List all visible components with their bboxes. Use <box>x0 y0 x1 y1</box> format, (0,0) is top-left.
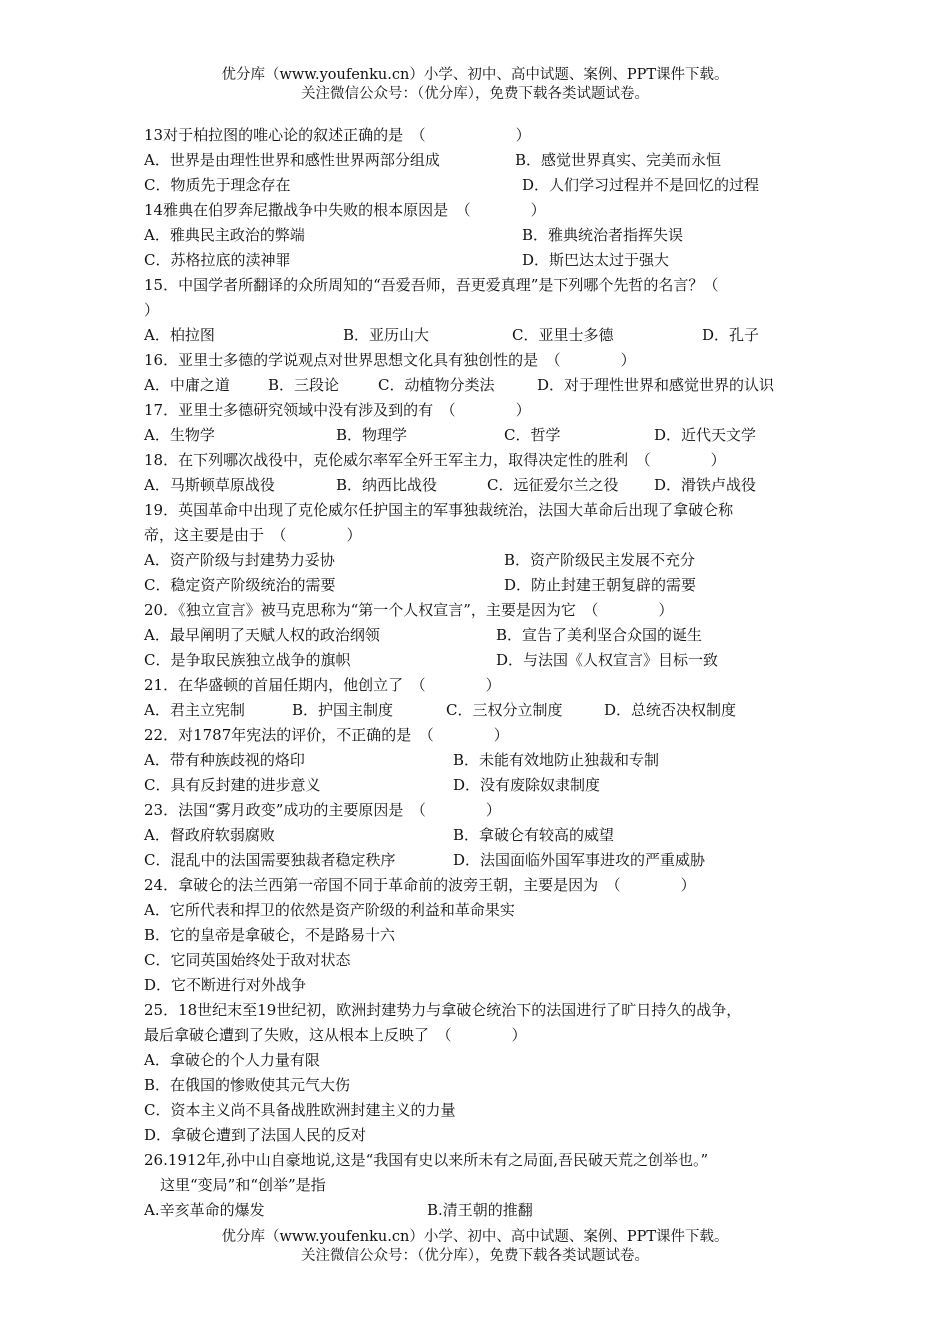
question-21-option-b: B．护国主制度 <box>292 701 394 719</box>
question-14-option-c: C．苏格拉底的渎神罪 <box>144 251 291 269</box>
question-17-option-b: B．物理学 <box>336 426 408 444</box>
question-15-stem-line-2 <box>144 298 824 323</box>
question-26-text-2: 这里“变局”和“创举”是指 <box>160 1176 326 1194</box>
question-20-options-row-1 <box>144 623 824 648</box>
question-16-stem <box>144 348 824 373</box>
question-16-option-a: A．中庸之道 <box>144 376 230 394</box>
question-26-option-a: A.辛亥革命的爆发 <box>144 1201 265 1219</box>
question-23-option-b: B．拿破仑有较高的威望 <box>453 826 615 844</box>
question-25-text-2: 最后拿破仑遭到了失败，这从根本上反映了 （ ） <box>144 1026 527 1044</box>
footer-line-1: 优分库（www.youfenku.cn）小学、初中、高中试题、案例、PPT课件下载。 <box>221 1229 729 1245</box>
question-13-options-row-1 <box>144 148 824 173</box>
question-14-options-row-1 <box>144 223 824 248</box>
question-21-option-a: A．君主立宪制 <box>144 701 245 719</box>
question-25-option-b: B．在俄国的惨败使其元气大伤 <box>144 1076 351 1094</box>
question-13-option-a: A．世界是由理性世界和感性世界两部分组成 <box>144 151 440 169</box>
question-15-option-a: A．柏拉图 <box>144 326 215 344</box>
question-19-options-row-2 <box>144 573 824 598</box>
question-19-options-row-1 <box>144 548 824 573</box>
question-22-option-b: B．未能有效地防止独裁和专制 <box>453 751 660 769</box>
page-footer <box>0 1228 950 1266</box>
question-16-options <box>144 373 824 398</box>
question-19-option-b: B．资产阶级民主发展不充分 <box>504 551 696 569</box>
question-21-option-d: D．总统否决权制度 <box>604 701 737 719</box>
question-19-option-a: A．资产阶级与封建势力妥协 <box>144 551 335 569</box>
question-19-stem-line-1 <box>144 498 824 523</box>
question-26-text-1: 26.1912年,孙中山自豪地说,这是“我国有史以来所未有之局面,吾民破天荒之创举也。” <box>144 1151 709 1169</box>
question-19-text-1: 19．英国革命中出现了克伦威尔任护国主的军事独裁统治，法国大革命后出现了拿破仑称 <box>144 501 734 519</box>
question-19-stem-line-2 <box>144 523 824 548</box>
question-15-text-2: ） <box>144 301 160 319</box>
question-13-text: 13对于柏拉图的唯心论的叙述正确的是 （ ） <box>144 126 531 144</box>
question-23-option-d: D．法国面临外国军事进攻的严重威胁 <box>453 851 706 869</box>
question-22-text: 22．对1787年宪法的评价，不正确的是 （ ） <box>144 726 509 744</box>
question-25-text-1: 25．18世纪末至19世纪初，欧洲封建势力与拿破仑统治下的法国进行了旷日持久的战争， <box>144 1001 742 1019</box>
page-header <box>0 66 950 104</box>
question-15-stem-line-1 <box>144 273 824 298</box>
question-16-option-b: B．三段论 <box>268 376 340 394</box>
question-14-option-b: B．雅典统治者指挥失误 <box>522 226 684 244</box>
question-18-text: 18．在下列哪次战役中，克伦威尔率军全歼王军主力，取得决定性的胜利 （ ） <box>144 451 726 469</box>
question-24-option-b: B．它的皇帝是拿破仑，不是路易十六 <box>144 926 396 944</box>
question-20-options-row-2 <box>144 648 824 673</box>
question-14-stem <box>144 198 824 223</box>
question-13-options-row-2 <box>144 173 824 198</box>
question-14-option-d: D．斯巴达太过于强大 <box>522 251 670 269</box>
question-26-option-b: B.清王朝的推翻 <box>427 1201 533 1219</box>
question-list <box>144 123 824 1223</box>
question-22-stem <box>144 723 824 748</box>
question-23-options-row-2 <box>144 848 824 873</box>
question-21-text: 21．在华盛顿的首届任期内，他创立了 （ ） <box>144 676 501 694</box>
question-18-option-d: D．滑铁卢战役 <box>654 476 757 494</box>
question-18-option-b: B．纳西比战役 <box>336 476 438 494</box>
question-13-option-c: C．物质先于理念存在 <box>144 176 291 194</box>
question-26-options <box>144 1198 824 1223</box>
question-23-option-a: A．督政府软弱腐败 <box>144 826 275 844</box>
question-22-option-c: C．具有反封建的进步意义 <box>144 776 321 794</box>
footer-line-2: 关注微信公众号：（优分库），免费下载各类试题试卷。 <box>301 1248 649 1264</box>
question-19-option-d: D．防止封建王朝复辟的需要 <box>504 576 697 594</box>
question-15-option-d: D．孔子 <box>702 326 760 344</box>
question-17-option-a: A．生物学 <box>144 426 215 444</box>
question-24-stem <box>144 873 824 898</box>
header-line-1: 优分库（www.youfenku.cn）小学、初中、高中试题、案例、PPT课件下载。 <box>221 67 729 83</box>
question-14-text: 14雅典在伯罗奔尼撒战争中失败的根本原因是 （ ） <box>144 201 546 219</box>
question-21-options <box>144 698 824 723</box>
question-17-options <box>144 423 824 448</box>
question-20-option-d: D．与法国《人权宣言》目标一致 <box>496 651 719 669</box>
question-24-option-d: D．它不断进行对外战争 <box>144 976 307 994</box>
question-22-option-a: A．带有种族歧视的烙印 <box>144 751 305 769</box>
question-23-stem <box>144 798 824 823</box>
question-18-stem <box>144 448 824 473</box>
question-15-option-c: C．亚里士多德 <box>512 326 614 344</box>
question-16-option-d: D．对于理性世界和感觉世界的认识 <box>537 376 775 394</box>
question-23-option-c: C．混乱中的法国需要独裁者稳定秩序 <box>144 851 396 869</box>
question-24-option-a: A．它所代表和捍卫的依然是资产阶级的利益和革命果实 <box>144 901 515 919</box>
question-17-text: 17．亚里士多德研究领域中没有涉及到的有 （ ） <box>144 401 531 419</box>
question-25-option-a: A．拿破仑的个人力量有限 <box>144 1051 320 1069</box>
question-20-option-a: A．最早阐明了天赋人权的政治纲领 <box>144 626 380 644</box>
question-17-option-c: C．哲学 <box>504 426 561 444</box>
question-23-options-row-1 <box>144 823 824 848</box>
header-line-2: 关注微信公众号：（优分库），免费下载各类试题试卷。 <box>301 86 649 102</box>
question-25-option-c: C．资本主义尚不具备战胜欧洲封建主义的力量 <box>144 1101 456 1119</box>
question-18-option-c: C．远征爱尔兰之役 <box>487 476 619 494</box>
question-20-text: 20．《独立宣言》被马克思称为“第一个人权宣言”，主要是因为它 （ ） <box>144 601 674 619</box>
question-25-option-d: D．拿破仑遭到了法国人民的反对 <box>144 1126 367 1144</box>
question-23-text: 23．法国“雾月政变”成功的主要原因是 （ ） <box>144 801 501 819</box>
question-19-text-2: 帝，这主要是由于 （ ） <box>144 526 362 544</box>
question-18-options <box>144 473 824 498</box>
question-14-option-a: A．雅典民主政治的弊端 <box>144 226 305 244</box>
question-26-stem-line-2 <box>144 1173 824 1198</box>
question-17-option-d: D．近代天文学 <box>654 426 757 444</box>
question-25-stem-line-2 <box>144 1023 824 1048</box>
question-18-option-a: A．马斯顿草原战役 <box>144 476 275 494</box>
question-15-options <box>144 323 824 348</box>
question-24-text: 24．拿破仑的法兰西第一帝国不同于革命前的波旁王朝，主要是因为 （ ） <box>144 876 696 894</box>
question-14-options-row-2 <box>144 248 824 273</box>
question-15-text-1: 15．中国学者所翻译的众所周知的“吾爱吾师，吾更爱真理”是下列哪个先哲的名言？（ <box>144 276 719 294</box>
question-19-option-c: C．稳定资产阶级统治的需要 <box>144 576 336 594</box>
question-17-stem <box>144 398 824 423</box>
question-16-option-c: C．动植物分类法 <box>378 376 495 394</box>
question-20-option-c: C．是争取民族独立战争的旗帜 <box>144 651 351 669</box>
question-15-option-b: B．亚历山大 <box>343 326 430 344</box>
question-26-stem-line-1 <box>144 1148 824 1173</box>
question-25-stem-line-1 <box>144 998 824 1023</box>
question-13-option-b: B．感觉世界真实、完美而永恒 <box>515 151 722 169</box>
question-21-option-c: C．三权分立制度 <box>446 701 563 719</box>
question-22-options-row-2 <box>144 773 824 798</box>
question-21-stem <box>144 673 824 698</box>
question-16-text: 16．亚里士多德的学说观点对世界思想文化具有独创性的是 （ ） <box>144 351 636 369</box>
question-22-options-row-1 <box>144 748 824 773</box>
question-22-option-d: D．没有废除奴隶制度 <box>453 776 601 794</box>
question-13-option-d: D．人们学习过程并不是回忆的过程 <box>522 176 760 194</box>
question-20-stem <box>144 598 824 623</box>
question-24-option-c: C．它同英国始终处于敌对状态 <box>144 951 351 969</box>
question-13-stem <box>144 123 824 148</box>
question-20-option-b: B．宣告了美利坚合众国的诞生 <box>496 626 703 644</box>
